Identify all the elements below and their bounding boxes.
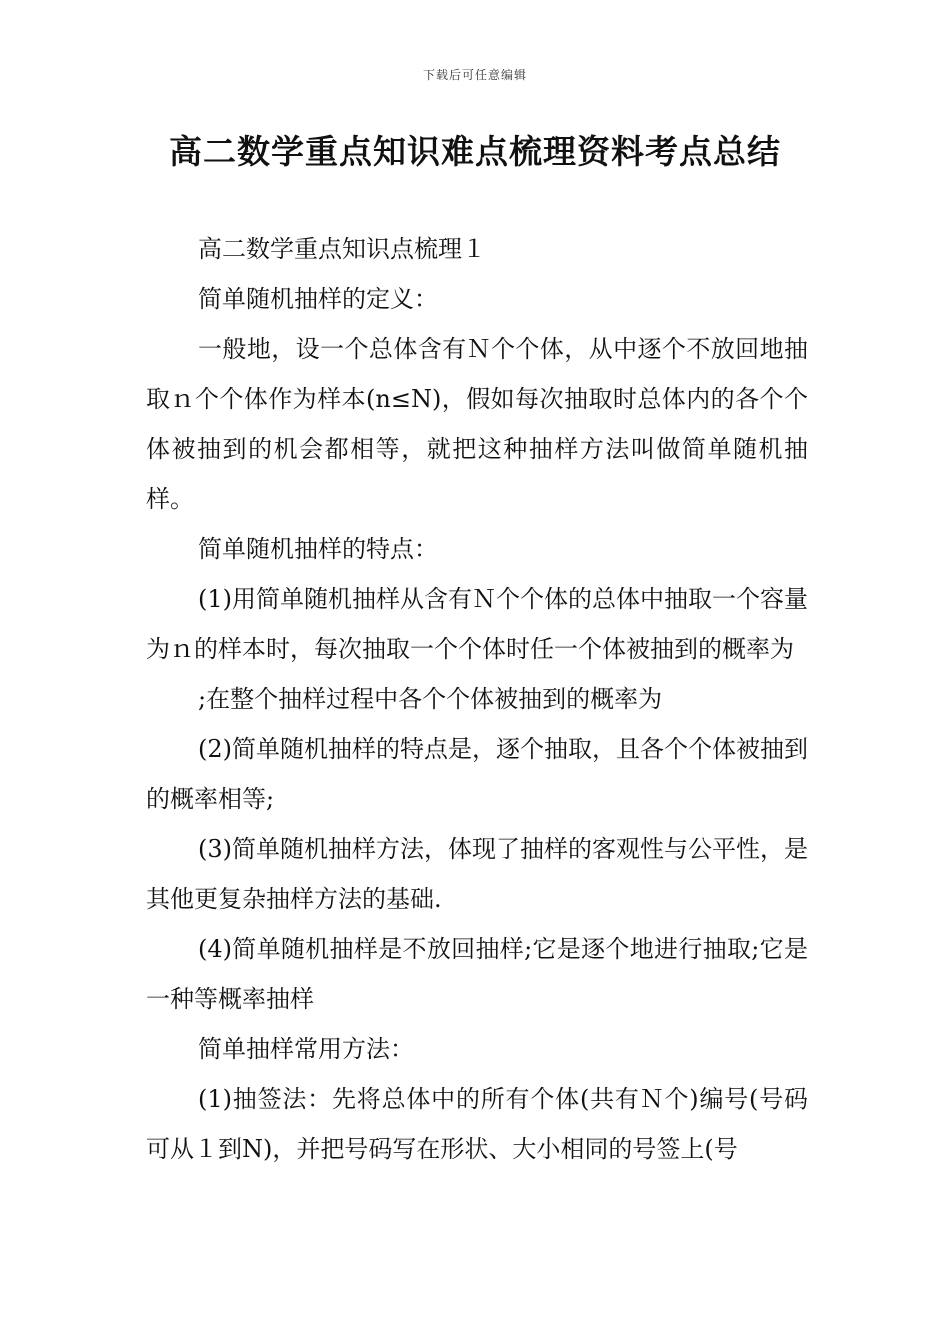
- paragraph-method-1: (1)抽签法：先将总体中的所有个体(共有Ｎ个)编号(号码可从１到N)，并把号码写在形状、大小相同的号签上(号: [146, 1085, 808, 1163]
- paragraph-methods-heading: 简单抽样常用方法：: [198, 1035, 414, 1063]
- document-title: 高二数学重点知识难点梳理资料考点总结: [169, 132, 781, 171]
- paragraph-feature-4: (4)简单随机抽样是不放回抽样;它是逐个地进行抽取;它是一种等概率抽样: [146, 935, 808, 1013]
- paragraph-feature-1: (1)用简单随机抽样从含有Ｎ个个体的总体中抽取一个容量为ｎ的样本时，每次抽取一个个体时任一个体被抽到的概率为: [146, 585, 808, 663]
- paragraph-definition: 一般地，设一个总体含有Ｎ个个体，从中逐个不放回地抽取ｎ个个体作为样本(n≤N)，假如每次抽取时总体内的各个个体被抽到的机会都相等，就把这种抽样方法叫做简单随机抽样。: [146, 335, 808, 513]
- paragraph-section-heading: 高二数学重点知识点梳理１: [198, 235, 486, 263]
- document-body: [146, 224, 808, 1174]
- paragraph-features-heading: 简单随机抽样的特点：: [198, 535, 438, 563]
- paragraph-definition-heading: 简单随机抽样的定义：: [198, 285, 438, 313]
- paragraph-feature-1-cont: ;在整个抽样过程中各个个体被抽到的概率为: [198, 685, 663, 713]
- header-note: 下载后可任意编辑: [422, 68, 527, 82]
- paragraph-feature-3: (3)简单随机抽样方法，体现了抽样的客观性与公平性，是其他更复杂抽样方法的基础.: [146, 835, 808, 913]
- paragraph-feature-2: (2)简单随机抽样的特点是，逐个抽取，且各个个体被抽到的概率相等;: [146, 735, 808, 813]
